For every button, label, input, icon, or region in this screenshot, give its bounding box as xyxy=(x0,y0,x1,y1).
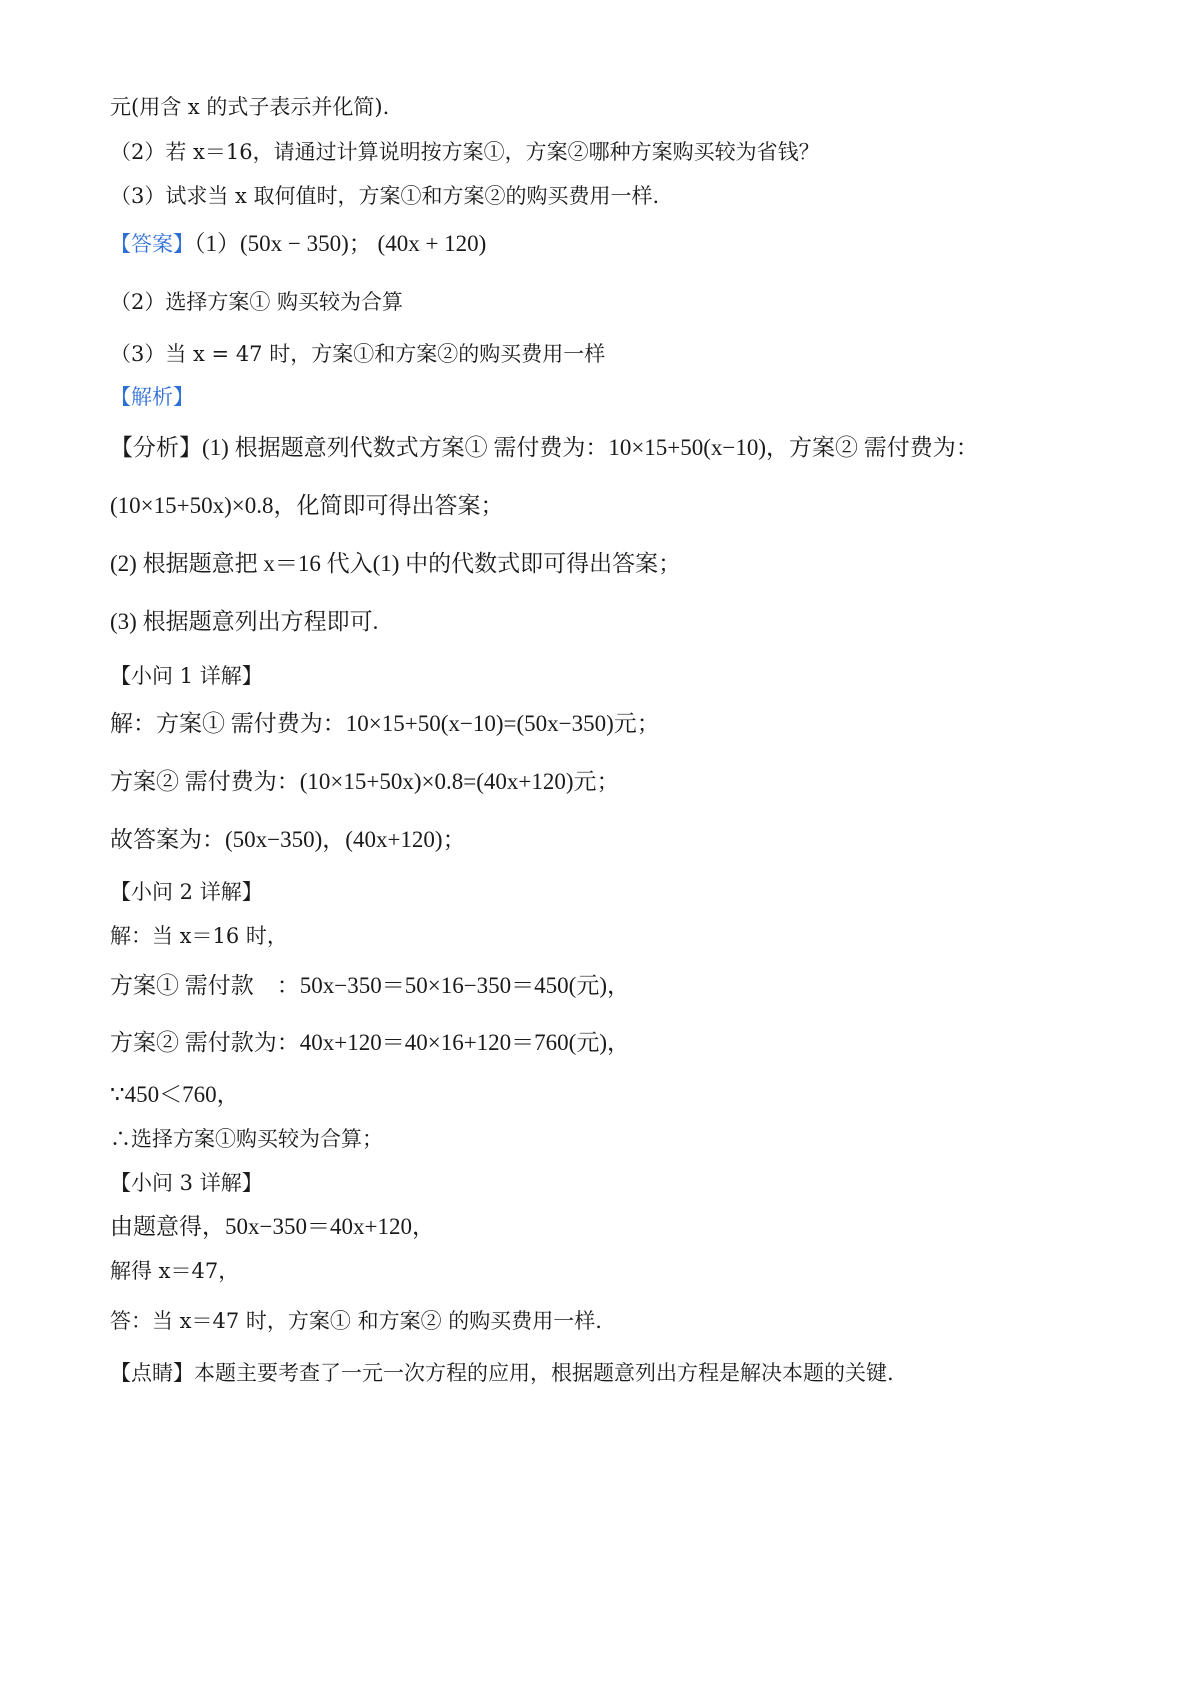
sub-question-1-heading: 【小问 1 详解】 xyxy=(110,664,263,688)
answer-part-1: （1）(50x − 350)； (40x + 120) xyxy=(194,231,487,256)
analysis-line-4: (3) 根据题意列出方程即可. xyxy=(110,609,379,634)
solution-3-line-2: 解得 x＝47， xyxy=(110,1259,240,1283)
answer-part-3: （3）当 x = 47 时，方案①和方案②的购买费用一样 xyxy=(110,342,606,366)
analysis-line-2: (10×15+50x)×0.8，化简即可得出答案； xyxy=(110,493,504,518)
solution-2-line-5: ∴选择方案①购买较为合算； xyxy=(110,1127,383,1151)
analysis-line-3: (2) 根据题意把 x＝16 代入(1) 中的代数式即可得出答案； xyxy=(110,551,682,576)
answer-tag: 【答案】 xyxy=(110,232,194,256)
sub-question-2-heading: 【小问 2 详解】 xyxy=(110,880,263,904)
solution-1-line-3: 故答案为：(50x−350)，(40x+120)； xyxy=(110,827,466,852)
solution-3-line-3: 答：当 x＝47 时，方案① 和方案② 的购买费用一样. xyxy=(110,1309,602,1333)
comment-line: 【点睛】本题主要考查了一元一次方程的应用，根据题意列出方程是解决本题的关键. xyxy=(110,1361,894,1385)
solution-2-line-3: 方案② 需付款为：40x+120＝40×16+120＝760(元)， xyxy=(110,1030,630,1055)
analysis-heading xyxy=(110,382,194,412)
answer-line xyxy=(110,229,486,259)
question-part-2: （2）若 x＝16，请通过计算说明按方案①，方案②哪种方案购买较为省钱？ xyxy=(110,140,820,164)
solution-3-line-1: 由题意得，50x−350＝40x+120， xyxy=(110,1214,435,1239)
analysis-tag: 【解析】 xyxy=(110,385,194,409)
solution-1-line-2: 方案② 需付费为：(10×15+50x)×0.8=(40x+120)元； xyxy=(110,769,620,794)
sub-question-3-heading: 【小问 3 详解】 xyxy=(110,1171,263,1195)
solution-2-line-4: ∵450＜760， xyxy=(110,1082,240,1107)
question-part-3: （3）试求当 x 取何值时，方案①和方案②的购买费用一样. xyxy=(110,184,660,208)
question-part-1-tail: 元(用含 x 的式子表示并化简). xyxy=(110,95,390,119)
answer-part-2: （2）选择方案① 购买较为合算 xyxy=(110,290,404,314)
solution-2-line-1: 解：当 x＝16 时， xyxy=(110,924,288,948)
solution-1-line-1: 解：方案① 需付费为：10×15+50(x−10)=(50x−350)元； xyxy=(110,711,660,736)
analysis-line-1: 【分析】(1) 根据题意列代数式方案① 需付费为：10×15+50(x−10)，方案② 需付费为： xyxy=(110,435,979,460)
solution-2-line-2: 方案① 需付款 ：50x−350＝50×16−350＝450(元)， xyxy=(110,973,630,998)
